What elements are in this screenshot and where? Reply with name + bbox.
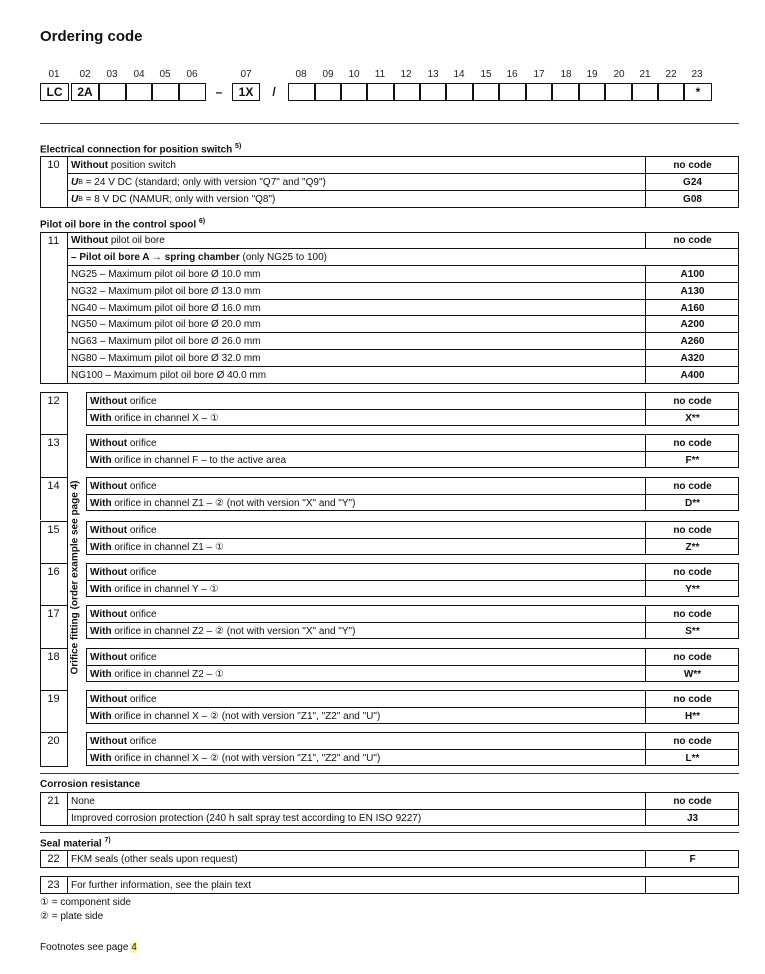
- row-number: 18: [47, 651, 60, 663]
- option-rest: orifice: [127, 693, 157, 705]
- pos-label: 21: [639, 69, 651, 80]
- option-text: [87, 666, 224, 682]
- code-field-17: [526, 83, 552, 101]
- option-rest: orifice in channel X – ② (not with version "Z1", "Z2" and "U"): [111, 752, 381, 764]
- pos-label: 09: [322, 69, 334, 80]
- code-field-01: LC: [40, 83, 69, 101]
- option-text: [87, 708, 380, 724]
- pos-label: 14: [453, 69, 465, 80]
- option-code: A200: [680, 318, 705, 330]
- option-text: [87, 733, 157, 749]
- row-number: 20: [47, 735, 60, 747]
- option-code: no code: [673, 480, 712, 492]
- option-subscript: B: [78, 195, 83, 203]
- option-code: A400: [680, 369, 705, 381]
- option-bold: With: [90, 497, 112, 509]
- row-number: 23: [47, 879, 60, 891]
- legend-plate-side: ② = plate side: [40, 911, 104, 922]
- row-number: 21: [47, 795, 60, 807]
- option-bold: With: [90, 541, 112, 553]
- option-bold: With: [90, 625, 112, 637]
- option-text: [87, 564, 157, 580]
- pos-label: 12: [400, 69, 412, 80]
- orifice-label-text: Orifice fitting (order example see page 4): [69, 480, 81, 675]
- option-rest: orifice in channel Z1 – ①: [111, 541, 224, 553]
- option-code: G08: [683, 193, 702, 205]
- pilot-bore-option: NG63 – Maximum pilot oil bore Ø 26.0 mm: [71, 335, 261, 347]
- pos-label: 22: [665, 69, 677, 80]
- option-text: [87, 750, 380, 766]
- code-field-20: [605, 83, 632, 101]
- orifice-vertical-label: [70, 471, 81, 685]
- option-rest: orifice: [127, 651, 157, 663]
- option-code: no code: [673, 693, 712, 705]
- code-slash: /: [272, 85, 276, 99]
- pos-label: 18: [560, 69, 572, 80]
- option-bold: Without: [90, 693, 128, 705]
- code-field-19: [579, 83, 605, 101]
- pos-label: 07: [240, 69, 252, 80]
- option-code: H**: [684, 710, 700, 722]
- option-rest: orifice in channel Z2 – ①: [111, 668, 224, 680]
- option-bold: Without: [90, 480, 128, 492]
- row-number: 10: [47, 159, 60, 171]
- row-number: 19: [47, 693, 60, 705]
- code-field-10: [341, 83, 367, 101]
- divider: [40, 123, 739, 124]
- divider: [40, 773, 739, 774]
- option-text: [68, 249, 327, 265]
- divider: [67, 392, 68, 767]
- option-bold: Without: [90, 608, 128, 620]
- code-field-13: [420, 83, 446, 101]
- option-text: [87, 393, 157, 409]
- option-code: X**: [685, 412, 700, 424]
- option-code: J3: [686, 812, 699, 824]
- option-code: no code: [673, 395, 712, 407]
- code-dash: –: [215, 85, 223, 99]
- page-title: Ordering code: [40, 28, 143, 45]
- option-text: [87, 452, 286, 468]
- option-rest: orifice: [127, 395, 157, 407]
- option-rest: pilot oil bore: [108, 235, 165, 246]
- option-bold: With: [90, 710, 112, 722]
- option-rest: orifice: [127, 735, 157, 747]
- option-code: no code: [673, 608, 712, 620]
- option-text: [87, 649, 157, 665]
- footnote-ref: 7): [104, 837, 111, 844]
- pos-label: 19: [586, 69, 598, 80]
- option-code: no code: [673, 524, 712, 536]
- row-number: 15: [47, 524, 60, 536]
- option-text: [68, 191, 275, 207]
- option-rest: orifice in channel Y – ①: [111, 583, 219, 595]
- pos-label: 13: [427, 69, 439, 80]
- option-bold: Without: [90, 566, 128, 578]
- option-rest: orifice in channel Z2 – ② (not with version "X" and "Y"): [111, 625, 356, 637]
- pos-label: 15: [480, 69, 492, 80]
- option-symbol: U: [71, 193, 79, 205]
- code-field-22: [658, 83, 684, 101]
- code-field-09: [315, 83, 341, 101]
- pos-label: 04: [133, 69, 145, 80]
- option-text: [87, 522, 157, 538]
- option-rest: orifice in channel X – ② (not with version "Z1", "Z2" and "U"): [111, 710, 381, 722]
- pilot-bore-option: NG80 – Maximum pilot oil bore Ø 32.0 mm: [71, 352, 261, 364]
- option-code: Y**: [685, 583, 700, 595]
- option-code: no code: [673, 437, 712, 449]
- option-text: FKM seals (other seals upon request): [71, 853, 238, 865]
- option-code: F: [689, 853, 696, 865]
- pos-label: 20: [613, 69, 625, 80]
- option-code: no code: [673, 235, 712, 246]
- pos-label: 17: [533, 69, 545, 80]
- option-text: [87, 410, 219, 426]
- section-title-corrosion: Corrosion resistance: [40, 779, 141, 790]
- pos-label: 05: [159, 69, 171, 80]
- option-code: A100: [680, 268, 705, 280]
- option-rest: orifice in channel F – to the active area: [111, 454, 287, 466]
- option-rest: orifice: [127, 437, 157, 449]
- pos-label: 23: [691, 69, 703, 80]
- option-rest: orifice in channel X – ①: [111, 412, 219, 424]
- pos-label: 11: [374, 69, 386, 80]
- option-bold: With: [90, 583, 112, 595]
- code-field-23: *: [684, 83, 712, 101]
- option-bold: With: [90, 668, 112, 680]
- option-symbol: U: [71, 176, 79, 188]
- code-field-05: [152, 83, 179, 101]
- option-text: [68, 233, 165, 248]
- pilot-bore-option: NG100 – Maximum pilot oil bore Ø 40.0 mm: [71, 369, 267, 381]
- pos-label: 08: [295, 69, 307, 80]
- option-text: [87, 539, 224, 555]
- option-code: no code: [673, 566, 712, 578]
- option-bold: Without: [90, 735, 128, 747]
- option-code: W**: [683, 668, 702, 680]
- code-field-07: 1X: [232, 83, 260, 101]
- pilot-bore-option: NG40 – Maximum pilot oil bore Ø 16.0 mm: [71, 302, 261, 314]
- row-number: 14: [47, 480, 60, 492]
- pos-label: 01: [48, 69, 60, 80]
- option-code: S**: [685, 625, 700, 637]
- code-field-03: [99, 83, 126, 101]
- option-text: None: [71, 795, 95, 807]
- option-text: Improved corrosion protection (240 h salt spray test according to EN ISO 9227): [71, 812, 422, 824]
- code-field-18: [552, 83, 579, 101]
- option-rest: orifice: [127, 480, 157, 492]
- option-text: [87, 478, 157, 494]
- option-text: [87, 581, 219, 597]
- pilot-bore-option: NG25 – Maximum pilot oil bore Ø 10.0 mm: [71, 268, 261, 280]
- code-field-12: [394, 83, 420, 101]
- section-title-text: Seal material: [40, 838, 102, 850]
- option-code: L**: [685, 752, 700, 764]
- option-bold: Without: [90, 651, 128, 663]
- divider: [645, 876, 646, 894]
- footnote-ref: 5): [235, 143, 242, 150]
- option-code: Z**: [685, 541, 700, 553]
- option-bold: With: [90, 454, 112, 466]
- option-bold: Without: [71, 159, 109, 171]
- pilot-bore-option: NG32 – Maximum pilot oil bore Ø 13.0 mm: [71, 285, 261, 297]
- code-field-02: 2A: [71, 83, 99, 101]
- footnote-reference: [40, 942, 137, 953]
- option-code: G24: [683, 176, 702, 188]
- row-number: 22: [47, 853, 60, 865]
- section-title-text: Pilot oil bore in the control spool: [40, 219, 197, 231]
- option-rest: = 8 V DC (NAMUR; only with version "Q8"): [82, 193, 276, 205]
- option-rest: position switch: [108, 159, 176, 171]
- option-code: F**: [685, 454, 700, 466]
- legend-component-side: ① = component side: [40, 897, 131, 908]
- row-number: 12: [47, 395, 60, 407]
- footnote-ref: 6): [198, 218, 206, 225]
- code-field-11: [367, 83, 394, 101]
- pilot-bore-option: NG50 – Maximum pilot oil bore Ø 20.0 mm: [71, 318, 261, 330]
- option-bold: Without: [71, 235, 109, 246]
- divider: [40, 832, 739, 833]
- section-title-seal: [40, 837, 111, 849]
- option-text: For further information, see the plain text: [71, 879, 252, 891]
- option-bold: Without: [90, 437, 128, 449]
- option-bold: Without: [90, 524, 128, 536]
- section-title-pilot: [40, 218, 205, 230]
- row-number: 13: [47, 437, 60, 449]
- pos-label: 10: [348, 69, 360, 80]
- footnote-text: Footnotes see page: [40, 942, 132, 953]
- option-rest: orifice: [127, 566, 157, 578]
- option-bold: Without: [90, 395, 128, 407]
- option-rest: orifice: [127, 524, 157, 536]
- option-rest: orifice: [127, 608, 157, 620]
- row-number: 17: [47, 608, 60, 620]
- option-text: [87, 435, 157, 451]
- option-bold: With: [90, 752, 112, 764]
- option-text: [87, 495, 355, 511]
- pos-label: 16: [506, 69, 518, 80]
- option-code: no code: [673, 735, 712, 747]
- option-text: [68, 157, 176, 173]
- code-field-15: [473, 83, 499, 101]
- code-field-06: [179, 83, 206, 101]
- option-text: [87, 623, 355, 639]
- row-number: 16: [47, 566, 60, 578]
- option-code: D**: [684, 497, 700, 509]
- option-code: no code: [673, 651, 712, 663]
- option-rest: orifice in channel Z1 – ② (not with version "X" and "Y"): [111, 497, 356, 509]
- option-subscript: B: [78, 178, 83, 186]
- option-text: [68, 174, 326, 190]
- option-text: [87, 606, 157, 622]
- code-field-04: [126, 83, 152, 101]
- footnote-page-link[interactable]: 4: [131, 942, 137, 953]
- option-rest: = 24 V DC (standard; only with version "Q7" and "Q9"): [82, 176, 326, 188]
- option-code: A320: [680, 352, 705, 364]
- pos-label: 03: [106, 69, 118, 80]
- option-text: [87, 691, 157, 707]
- option-rest: (only NG25 to 100): [239, 251, 327, 263]
- section-title-text: Electrical connection for position switch: [40, 144, 233, 156]
- option-bold: – Pilot oil bore A → spring chamber: [71, 251, 240, 263]
- option-code: no code: [673, 159, 712, 171]
- option-code: A160: [680, 302, 705, 314]
- code-field-08: [288, 83, 315, 101]
- row-number: 11: [47, 235, 60, 247]
- pos-label: 06: [186, 69, 198, 80]
- code-field-14: [446, 83, 473, 101]
- code-field-21: [632, 83, 658, 101]
- pos-label: 02: [79, 69, 91, 80]
- option-code: A130: [680, 285, 705, 297]
- section-title-electrical: [40, 143, 241, 155]
- code-field-16: [499, 83, 526, 101]
- option-bold: With: [90, 412, 112, 424]
- option-code: A260: [680, 335, 705, 347]
- option-code: no code: [673, 795, 712, 807]
